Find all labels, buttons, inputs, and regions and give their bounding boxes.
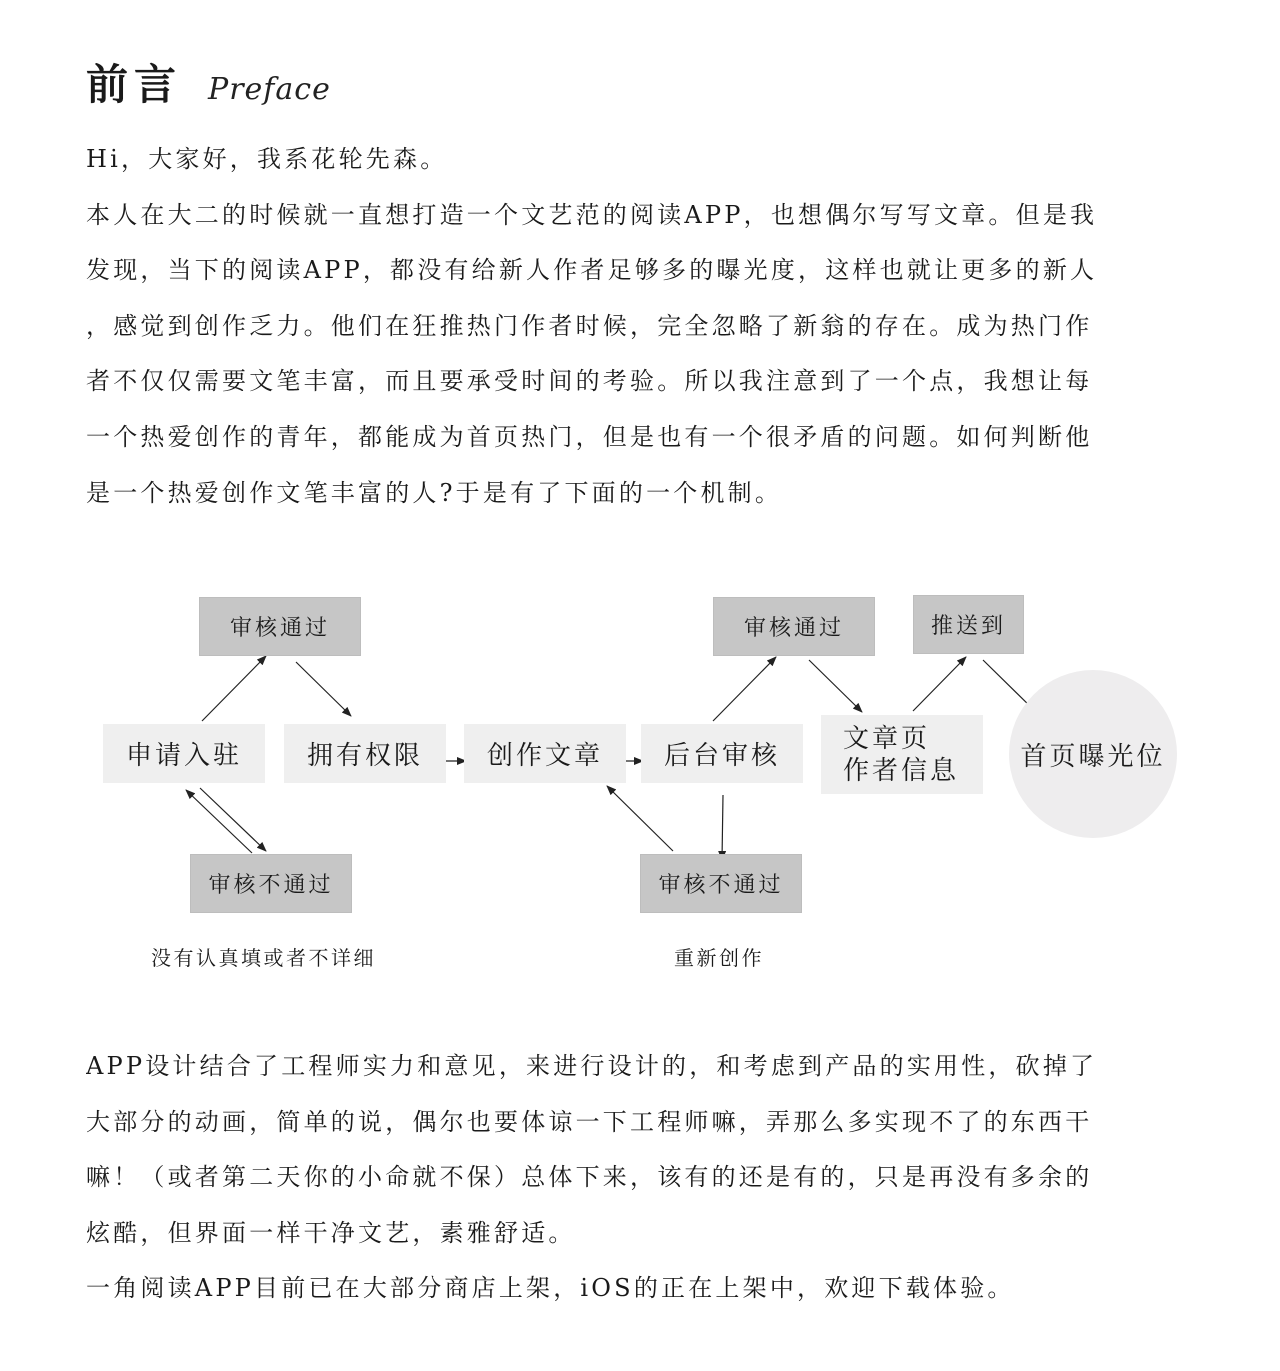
- rejected-note-1: 没有认真填或者不详细: [151, 946, 376, 970]
- approved-box-2: 审核通过: [713, 597, 875, 656]
- approved-box-1: 审核通过: [199, 597, 361, 656]
- closing-line: 大部分的动画，简单的说，偶尔也要体谅一下工程师嘛，弄那么多实现不了的东西干: [86, 1107, 1093, 1136]
- intro-line: 者不仅仅需要文笔丰富，而且要承受时间的考验。所以我注意到了一个点，我想让每: [86, 367, 1093, 396]
- rejected-box-1: 审核不通过: [190, 854, 352, 913]
- closing-paragraph: [86, 1039, 1202, 1317]
- intro-line: 一个热爱创作的青年，都能成为首页热门，但是也有一个很矛盾的问题。如何判断他: [86, 422, 1093, 451]
- rejected-note-2: 重新创作: [674, 946, 764, 970]
- arrow-backend-to-rejected: [722, 795, 723, 860]
- arrow-rejected-to-create: [607, 786, 673, 851]
- closing-line: 嘛！（或者第二天你的小命就不保）总体下来，该有的还是有的，只是再没有多余的: [86, 1163, 1093, 1192]
- arrow-approved-to-article: [809, 660, 862, 712]
- homepage-slot-circle: 首页曝光位: [1009, 670, 1177, 838]
- article-page-line-1: 文章页: [843, 723, 931, 754]
- apply-box: 申请入驻: [103, 724, 265, 783]
- title-chinese: 前言: [86, 60, 183, 109]
- arrow-backend-to-approved: [713, 657, 776, 721]
- arrow-apply-to-rejected: [200, 788, 266, 851]
- title-english: Preface: [208, 72, 331, 107]
- arrow-apply-to-approved: [202, 656, 266, 721]
- intro-line: ，感觉到创作乏力。他们在狂推热门作者时候，完全忽略了新翁的存在。成为热门作: [86, 311, 1093, 340]
- arrow-rejected-to-apply: [186, 790, 252, 853]
- create-article-box: 创作文章: [464, 724, 626, 783]
- arrow-approved-to-permission: [296, 662, 351, 716]
- rejected-box-2: 审核不通过: [640, 854, 802, 913]
- closing-line: APP设计结合了工程师实力和意见，来进行设计的，和考虑到产品的实用性，砍掉了: [86, 1052, 1098, 1080]
- push-to-box: 推送到: [913, 595, 1024, 654]
- intro-line: 本人在大二的时候就一直想打造一个文艺范的阅读APP，也想偶尔写写文章。但是我: [86, 200, 1098, 229]
- backend-review-box: 后台审核: [641, 724, 803, 783]
- article-page-box: [821, 715, 983, 794]
- intro-line: Hi，大家好，我系花轮先森。: [86, 145, 448, 173]
- arrow-article-to-push: [913, 657, 966, 711]
- closing-line: 炫酷，但界面一样干净文艺，素雅舒适。: [86, 1218, 576, 1247]
- intro-line: 发现，当下的阅读APP，都没有给新人作者足够多的曝光度，这样也就让更多的新人: [86, 256, 1098, 285]
- closing-line: 一角阅读APP目前已在大部分商店上架，iOS的正在上架中，欢迎下载体验。: [86, 1274, 1015, 1303]
- article-page-line-2: 作者信息: [843, 755, 960, 786]
- permission-box: 拥有权限: [284, 724, 446, 783]
- intro-line: 是一个热爱创作文笔丰富的人?于是有了下面的一个机制。: [86, 478, 783, 507]
